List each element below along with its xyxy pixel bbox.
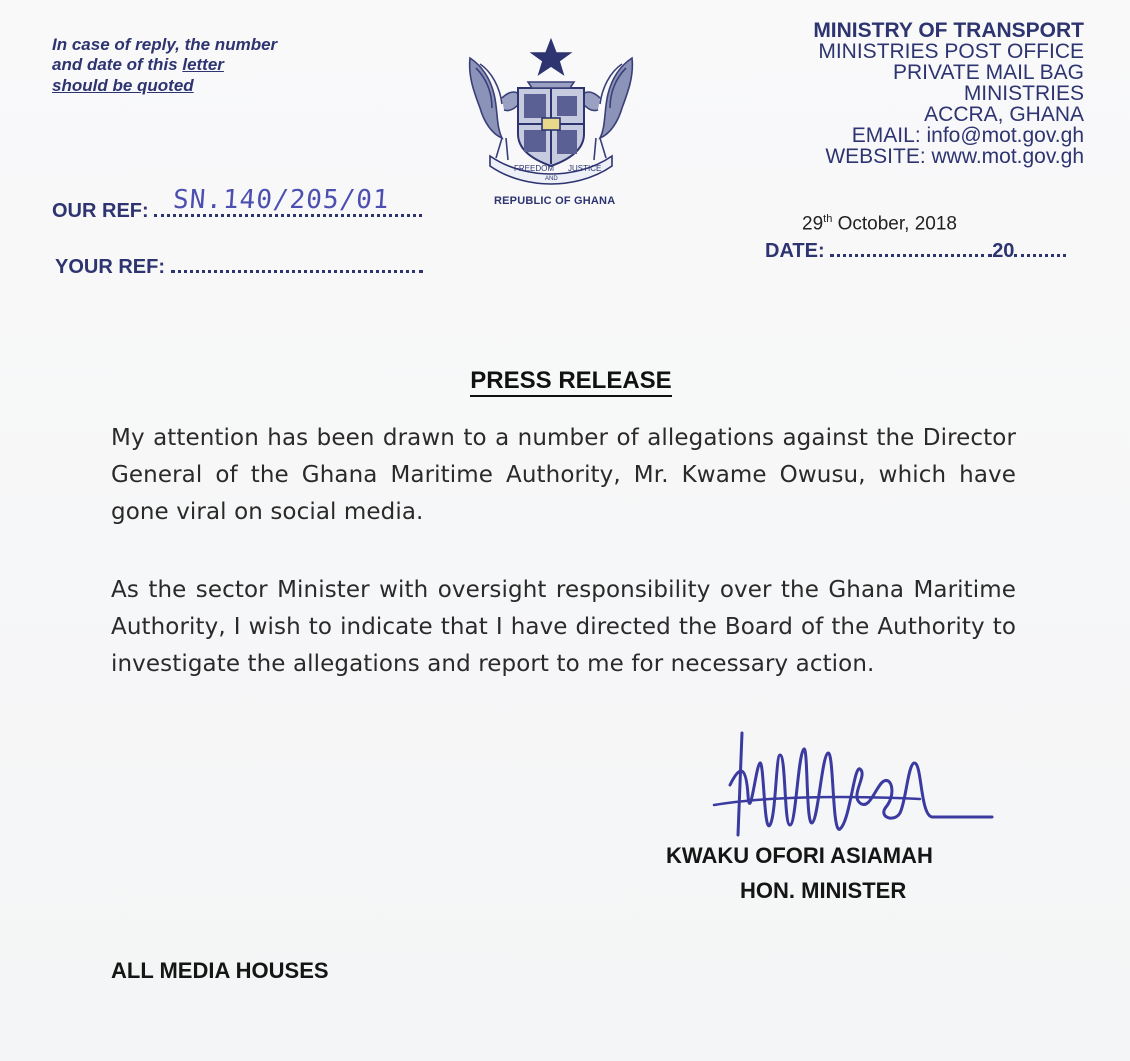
- date-label: DATE:: [765, 240, 825, 262]
- republic-caption: REPUBLIC OF GHANA: [494, 195, 616, 207]
- reply-note: [52, 35, 277, 96]
- motto-justice: JUSTICE: [568, 164, 602, 173]
- reply-note-letter-word: letter: [182, 55, 224, 75]
- signatory-title: HON. MINISTER: [740, 878, 907, 903]
- address-line-2: MINISTRIES POST OFFICE: [818, 40, 1084, 63]
- paragraph-2: As the sector Minister with oversight responsibility over the Ghana Maritime Authority, I wish to indicate that I have directed the Board of the Authority to investigate the allegations and report to me for necessary action.: [111, 577, 1016, 677]
- minister-signature: [700, 725, 1000, 855]
- paragraph-1: My attention has been drawn to a number of allegations against the Director General of the Ghana Maritime Authority, Mr. Kwame Owusu, which have gone viral on social media.: [111, 425, 1016, 525]
- reply-note-line-1: In case of reply, the number: [52, 35, 278, 54]
- reply-note-line-2-text: and date of this: [52, 55, 183, 75]
- handwritten-date: [802, 213, 957, 235]
- motto-freedom: FREEDOM: [514, 164, 554, 173]
- date-line: [765, 240, 1066, 263]
- date-day: 29: [802, 213, 824, 235]
- your-ref-dotted-line: [171, 256, 423, 273]
- coat-of-arms-emblem: [462, 38, 640, 186]
- date-year-dotted-line: [1014, 240, 1066, 257]
- reply-note-line-3: should be quoted: [52, 75, 194, 95]
- date-ordinal: th: [823, 213, 833, 225]
- ministry-name: MINISTRY OF TRANSPORT: [813, 19, 1084, 42]
- signatory-name: KWAKU OFORI ASIAMAH: [666, 843, 933, 868]
- your-ref-label: YOUR REF:: [55, 256, 165, 278]
- reply-note-line-2: [52, 55, 277, 75]
- our-ref-handwritten-value: SN.140/205/01: [171, 185, 391, 215]
- motto-and: AND: [545, 176, 558, 182]
- title-text: PRESS RELEASE: [470, 367, 671, 397]
- ministry-address: [813, 20, 1084, 167]
- your-ref-line: [55, 256, 423, 279]
- date-year-prefix: 20: [992, 240, 1015, 262]
- address-line-4: MINISTRIES: [963, 82, 1084, 105]
- address-line-3: PRIVATE MAIL BAG: [893, 61, 1084, 84]
- address-line-5: ACCRA, GHANA: [924, 103, 1084, 126]
- email-line: EMAIL: info@mot.gov.gh: [851, 124, 1084, 147]
- our-ref-label: OUR REF:: [52, 200, 149, 222]
- date-rest: October, 2018: [832, 213, 957, 235]
- website-line: WEBSITE: www.mot.gov.gh: [825, 145, 1084, 168]
- recipient-line: ALL MEDIA HOUSES: [111, 958, 329, 983]
- press-release-title: [0, 367, 1130, 395]
- date-dotted-line: [830, 240, 992, 257]
